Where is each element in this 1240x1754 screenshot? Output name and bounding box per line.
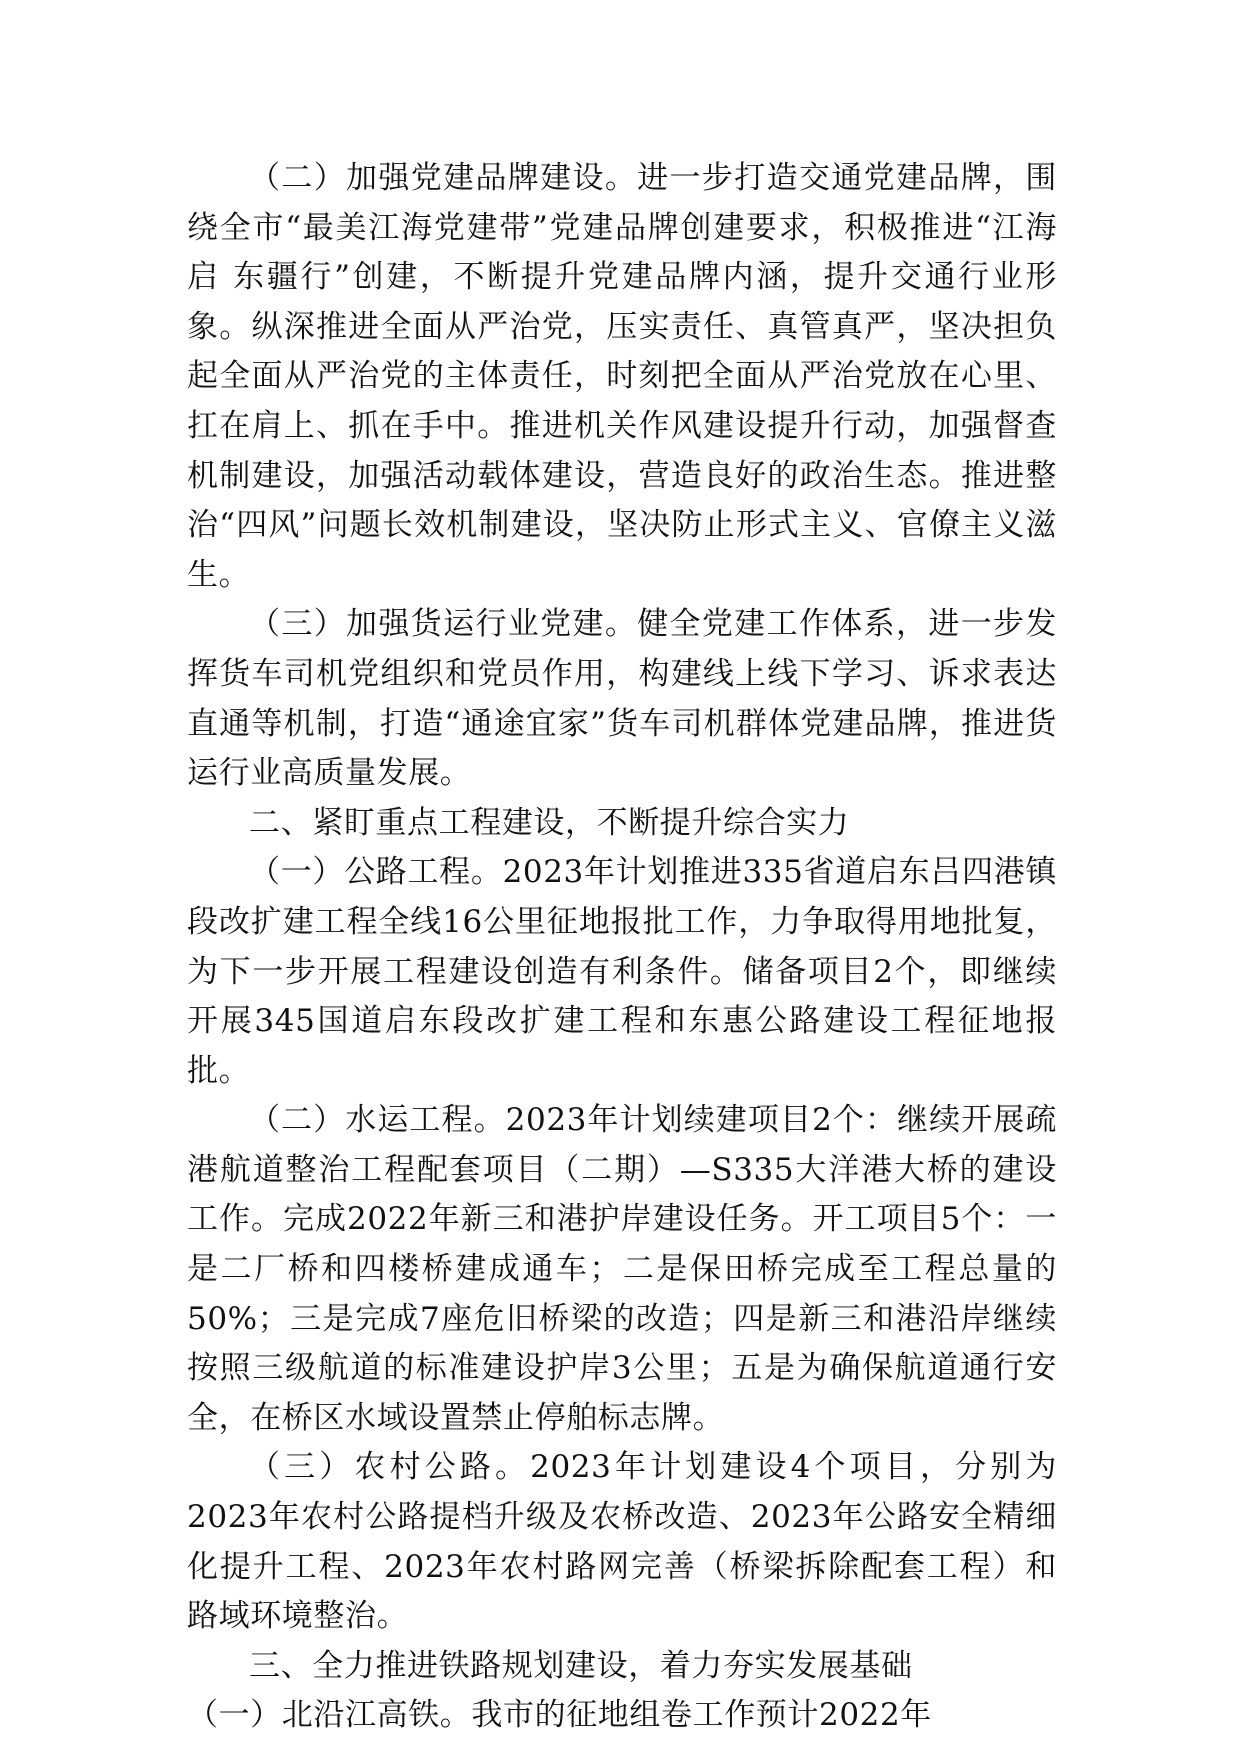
paragraph-highway-project: （一）公路工程。2023年计划推进335省道启东吕四港镇段改扩建工程全线16公里征地报批工作，力争取得用地批复，为下一步开展工程建设创造有利条件。储备项目2个，即继续开展345国道启东段改扩建工程和东惠公路建设工程征地报批。 (187, 854, 1057, 1089)
document-body (187, 154, 1057, 1741)
section-heading-railway: 三、全力推进铁路规划建设，着力夯实发展基础 (249, 1647, 913, 1684)
paragraph-waterway-project: （二）水运工程。2023年计划续建项目2个：继续开展疏港航道整治工程配套项目（二期）—S335大洋港大桥的建设工作。完成2022年新三和港护岸建设任务。开工项目5个：一是二厂桥和四楼桥建成通车；二是保田桥完成至工程总量的50%；三是完成7座危旧桥梁的改造；四是新三和港沿岸继续按照三级航道的标准建设护岸3公里；五是为确保航道通行安全，在桥区水域设置禁止停舶标志牌。 (187, 1102, 1057, 1436)
paragraph-rural-roads: （三）农村公路。2023年计划建设4个项目，分别为2023年农村公路提档升级及农桥改造、2023年公路安全精细化提升工程、2023年农村路网完善（桥梁拆除配套工程）和路域环境整治。 (187, 1449, 1057, 1635)
paragraph-party-brand: （二）加强党建品牌建设。进一步打造交通党建品牌，围绕全市“最美江海党建带”党建品牌创建要求，积极推进“江海启 东疆行”创建，不断提升党建品牌内涵，提升交通行业形象。纵深推进全面从严治党，压实责任、真管真严，坚决担负起全面从严治党的主体责任，时刻把全面从严治党放在心里、扛在肩上、抓在手中。推进机关作风建设提升行动，加强督查机制建设，加强活动载体建设，营造良好的政治生态。推进整治“四风”问题长效机制建设，坚决防止形式主义、官僚主义滋生。 (187, 160, 1057, 593)
section-heading-key-projects: 二、紧盯重点工程建设，不断提升综合实力 (249, 804, 850, 841)
paragraph-high-speed-rail: （一）北沿江高铁。我市的征地组卷工作预计2022年 (187, 1697, 932, 1734)
paragraph-freight-party: （三）加强货运行业党建。健全党建工作体系，进一步发挥货车司机党组织和党员作用，构建线上线下学习、诉求表达直通等机制，打造“通途宜家”货车司机群体党建品牌，推进货运行业高质量发展。 (187, 606, 1057, 792)
